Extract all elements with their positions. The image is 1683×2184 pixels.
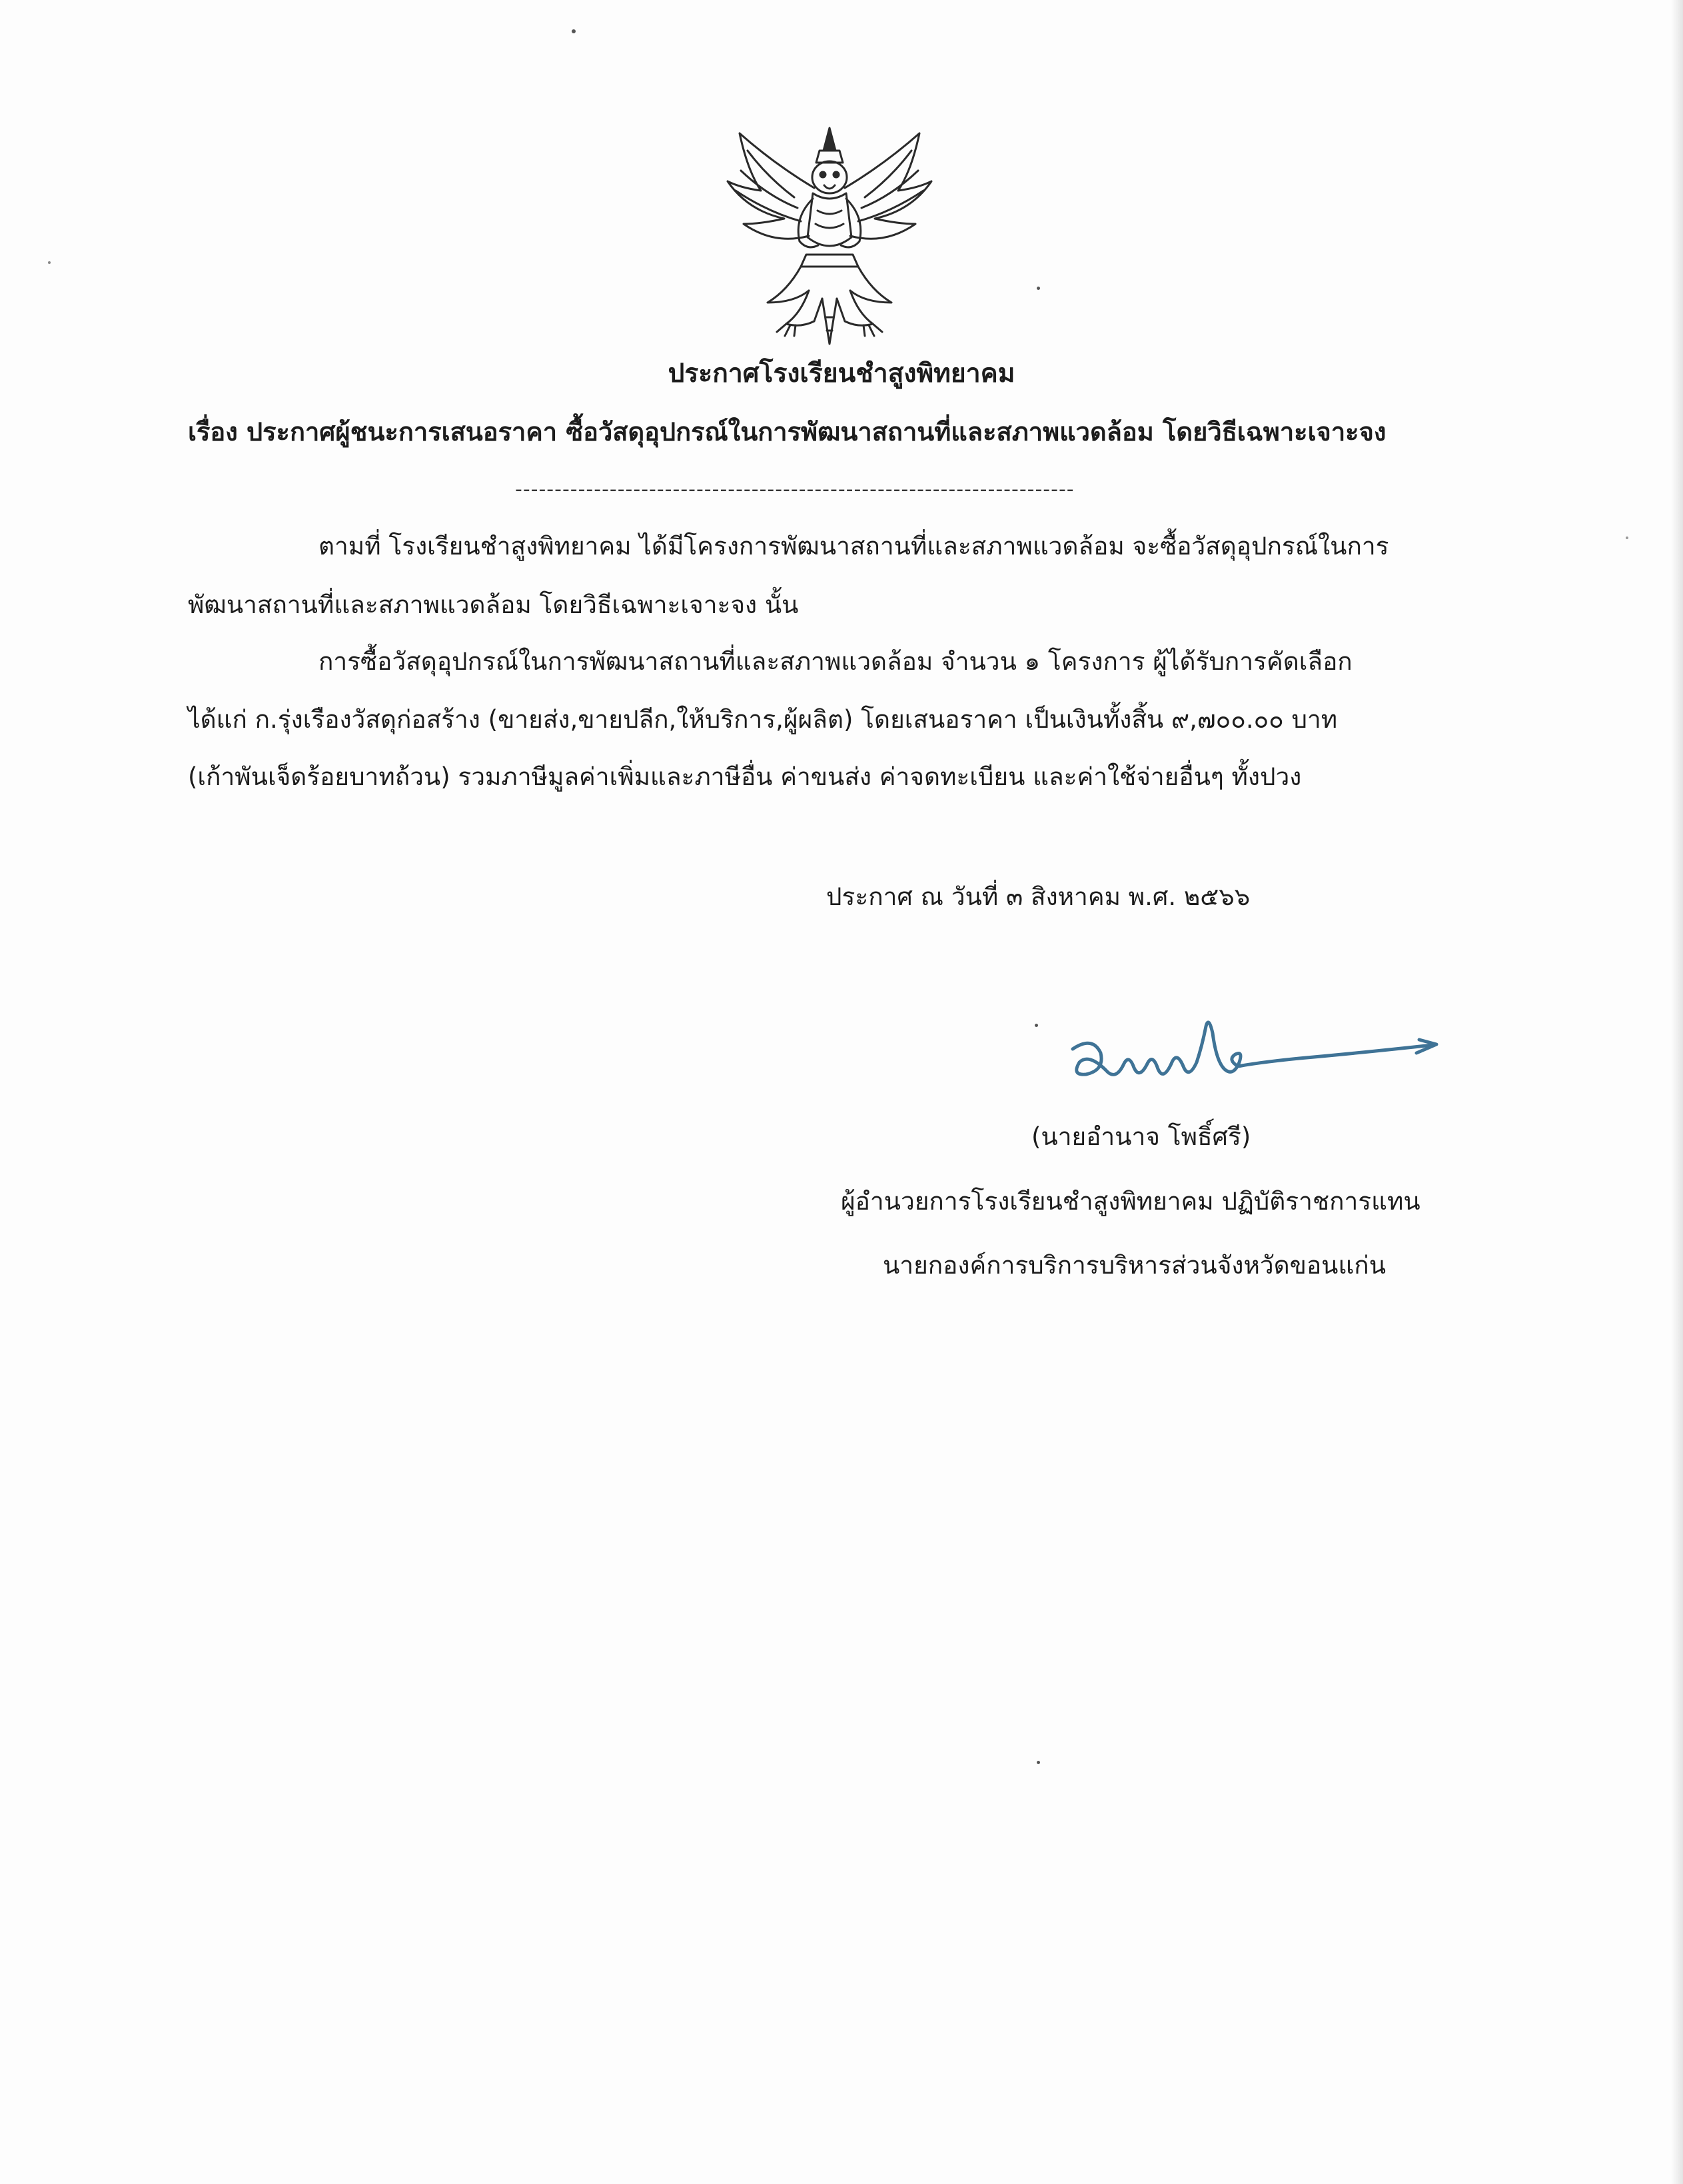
handwritten-signature-icon	[1059, 1006, 1459, 1100]
signer-name: (นายอำนาจ โพธิ์ศรี)	[1031, 1122, 1251, 1151]
announcement-subject: เรื่อง ประกาศผู้ชนะการเสนอราคา ซื้อวัสดุอุปกรณ์ในการพัฒนาสถานที่และสภาพแวดล้อม โดยวิธีเฉพาะเจาะจง	[188, 417, 1387, 447]
scan-speck	[1626, 537, 1628, 539]
paragraph-2-line-3: (เก้าพันเจ็ดร้อยบาทถ้วน) รวมภาษีมูลค่าเพิ่มและภาษีอื่น ค่าขนส่ง ค่าจดทะเบียน และค่าใช้จ่ายอื่นๆ ทั้งปวง	[188, 762, 1302, 791]
paragraph-2-line-2: ได้แก่ ก.รุ่งเรืองวัสดุก่อสร้าง (ขายส่ง,ขายปลีก,ให้บริการ,ผู้ผลิต) โดยเสนอราคา เป็นเงินทั้งสิ้น ๙,๗๐๐.๐๐ บาท	[188, 705, 1338, 734]
scan-speck	[48, 261, 51, 264]
scan-speck	[1037, 1761, 1040, 1764]
signer-position-line-1: ผู้อำนวยการโรงเรียนชำสูงพิทยาคม ปฏิบัติราชการแทน	[841, 1187, 1420, 1216]
scan-edge	[1671, 0, 1683, 2184]
paragraph-1-line-1: ตามที่ โรงเรียนชำสูงพิทยาคม ได้มีโครงการพัฒนาสถานที่และสภาพแวดล้อม จะซื้อวัสดุอุปกรณ์ในการ	[318, 532, 1389, 560]
signer-position-line-2: นายกองค์การบริการบริหารส่วนจังหวัดขอนแก่น	[883, 1251, 1386, 1280]
announcement-title: ประกาศโรงเรียนชำสูงพิทยาคม	[668, 359, 1015, 389]
garuda-emblem-icon	[721, 124, 938, 351]
paragraph-2-line-1: การซื้อวัสดุอุปกรณ์ในการพัฒนาสถานที่และสภาพแวดล้อม จำนวน ๑ โครงการ ผู้ได้รับการคัดเลือก	[318, 647, 1353, 676]
scan-speck	[1035, 1024, 1038, 1027]
scan-speck	[1037, 287, 1040, 290]
divider: -----------------------------------------------------------------------	[515, 478, 1075, 501]
scan-speck	[572, 29, 576, 33]
announcement-date: ประกาศ ณ วันที่ ๓ สิงหาคม พ.ศ. ๒๕๖๖	[826, 882, 1251, 911]
paragraph-1-line-2: พัฒนาสถานที่และสภาพแวดล้อม โดยวิธีเฉพาะเจาะจง นั้น	[188, 590, 799, 619]
